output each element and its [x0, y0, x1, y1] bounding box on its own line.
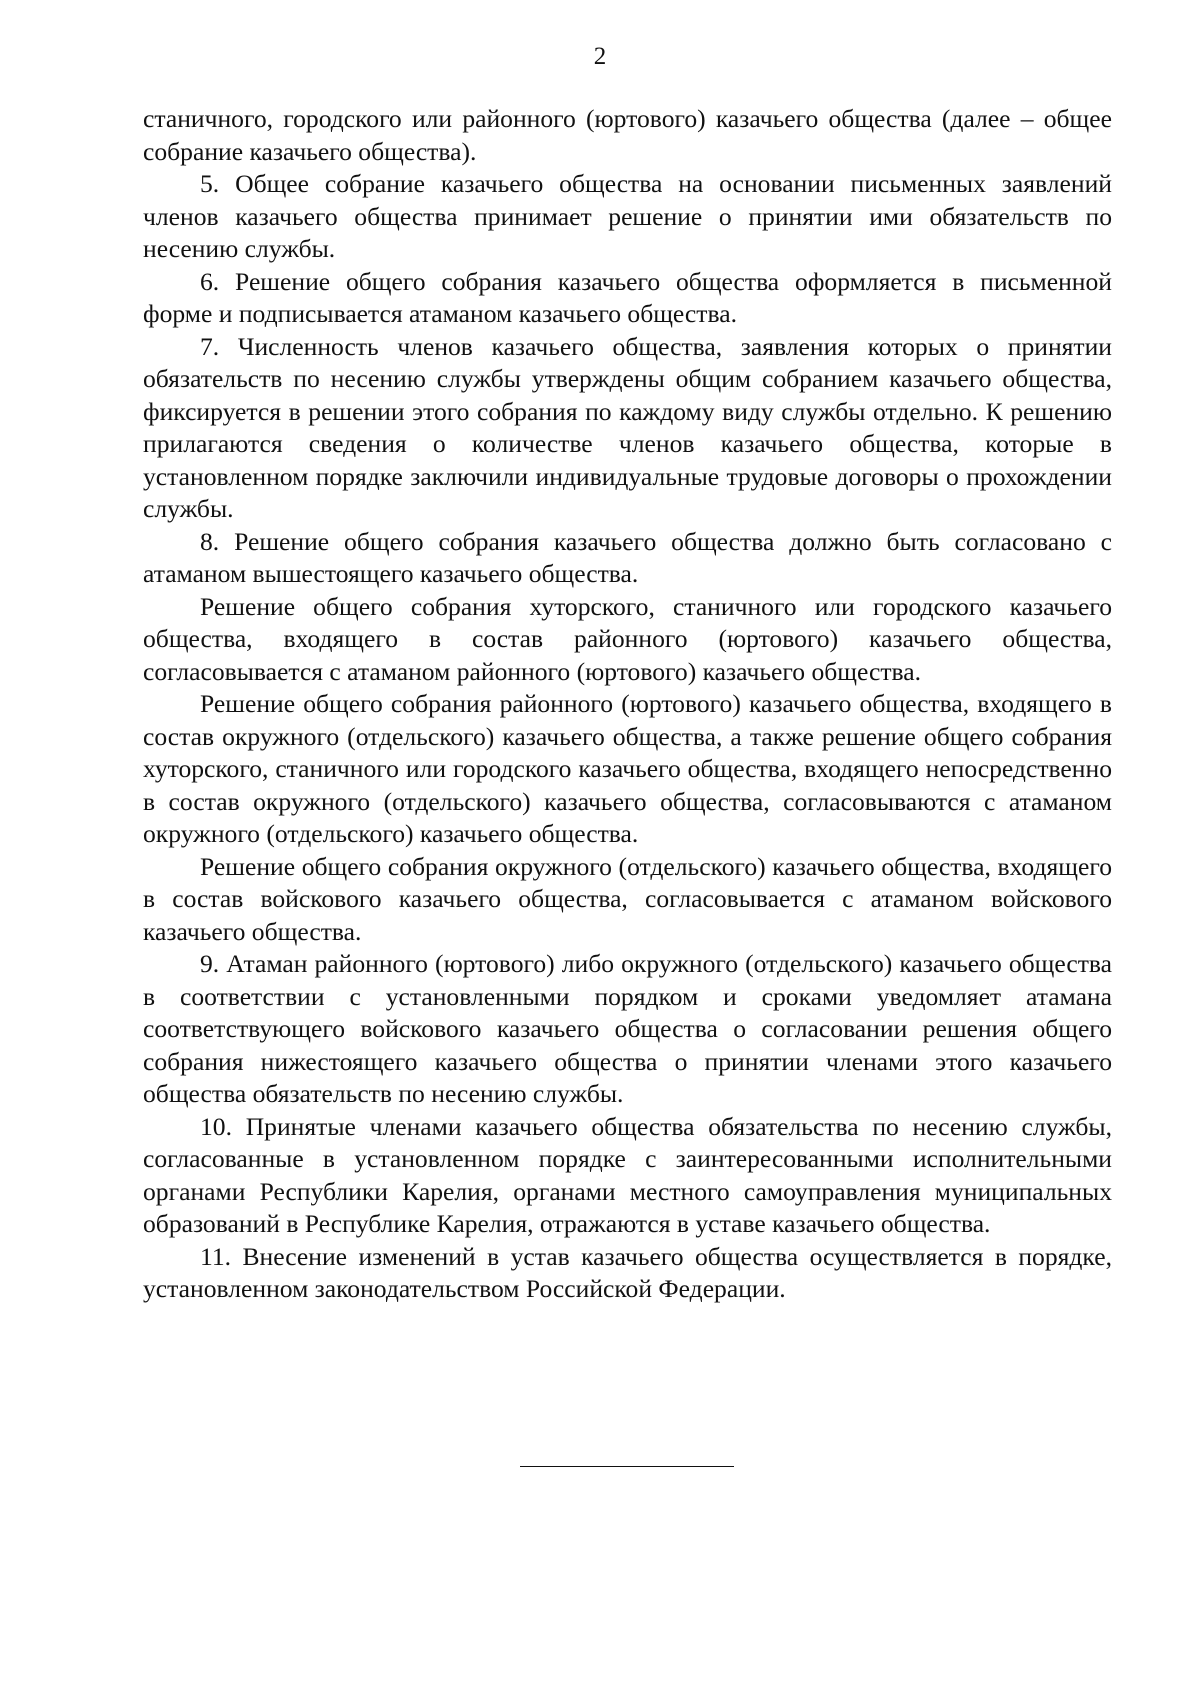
paragraph-item-6: 6. Решение общего собрания казачьего общества оформляется в письменной форме и подписывается атаманом казачьего общества. — [143, 266, 1112, 328]
paragraph-item-10: 10. Принятые членами казачьего общества обязательства по несению службы, согласованные в установленном порядке с заинтересованными исполнительными органами Республики Карелия, органами местного самоуправления муниципальных образований в Республике Карелия, отражаются в уставе казачьего общества. — [143, 1111, 1112, 1238]
paragraph-item-8-sub-3: Решение общего собрания окружного (отдельского) казачьего общества, входящего в состав войскового казачьего общества, согласовывается с атаманом войскового казачьего общества. — [143, 851, 1112, 946]
paragraph-item-5: 5. Общее собрание казачьего общества на основании письменных заявлений членов казачьего общества принимает решение о принятии ими обязательств по несению службы. — [143, 169, 1112, 263]
page-number: 2 — [593, 43, 607, 70]
paragraph-item-9: 9. Атаман районного (юртового) либо окружного (отдельского) казачьего общества в соответствии с установленными порядком и сроками уведомляет атамана соответствующего войскового казачьего общества о согласовании решения общего собрания нижестоящего казачьего общества о принятии членами этого казачьего общества обязательств по несению службы. — [143, 949, 1112, 1108]
paragraph-item-8-sub-1: Решение общего собрания хуторского, станичного или городского казачьего общества, входящего в состав районного (юртового) казачьего общества, согласовывается с атаманом районного (юртового) казачьего общества. — [143, 591, 1112, 686]
paragraph-item-8-sub-2: Решение общего собрания районного (юртового) казачьего общества, входящего в состав окружного (отдельского) казачьего общества, а также решение общего собрания хуторского, станичного или городского казачьего общества, входящего непосредственно в состав окружного (отдельского) казачьего общества, согласовываются с атаманом окружного (отдельского) казачьего общества. — [143, 689, 1112, 848]
paragraph-continuation: станичного, городского или районного (юртового) казачьего общества (далее – общее собрание казачьего общества). — [143, 104, 1112, 166]
paragraph-item-7: 7. Численность членов казачьего общества, заявления которых о принятии обязательств по несению службы утверждены общим собранием казачьего общества, фиксируется в решении этого собрания по каждому виду службы отдельно. К решению прилагаются сведения о количестве членов казачьего общества, которые в установленном порядке заключили индивидуальные трудовые договоры о прохождении службы. — [143, 331, 1112, 523]
paragraph-item-8: 8. Решение общего собрания казачьего общества должно быть согласовано с атаманом вышестоящего казачьего общества. — [143, 526, 1112, 588]
paragraph-item-11: 11. Внесение изменений в устав казачьего общества осуществляется в порядке, установленном законодательством Российской Федерации. — [143, 1241, 1112, 1303]
end-of-document-rule — [520, 1466, 734, 1467]
document-body — [143, 103, 1112, 1306]
